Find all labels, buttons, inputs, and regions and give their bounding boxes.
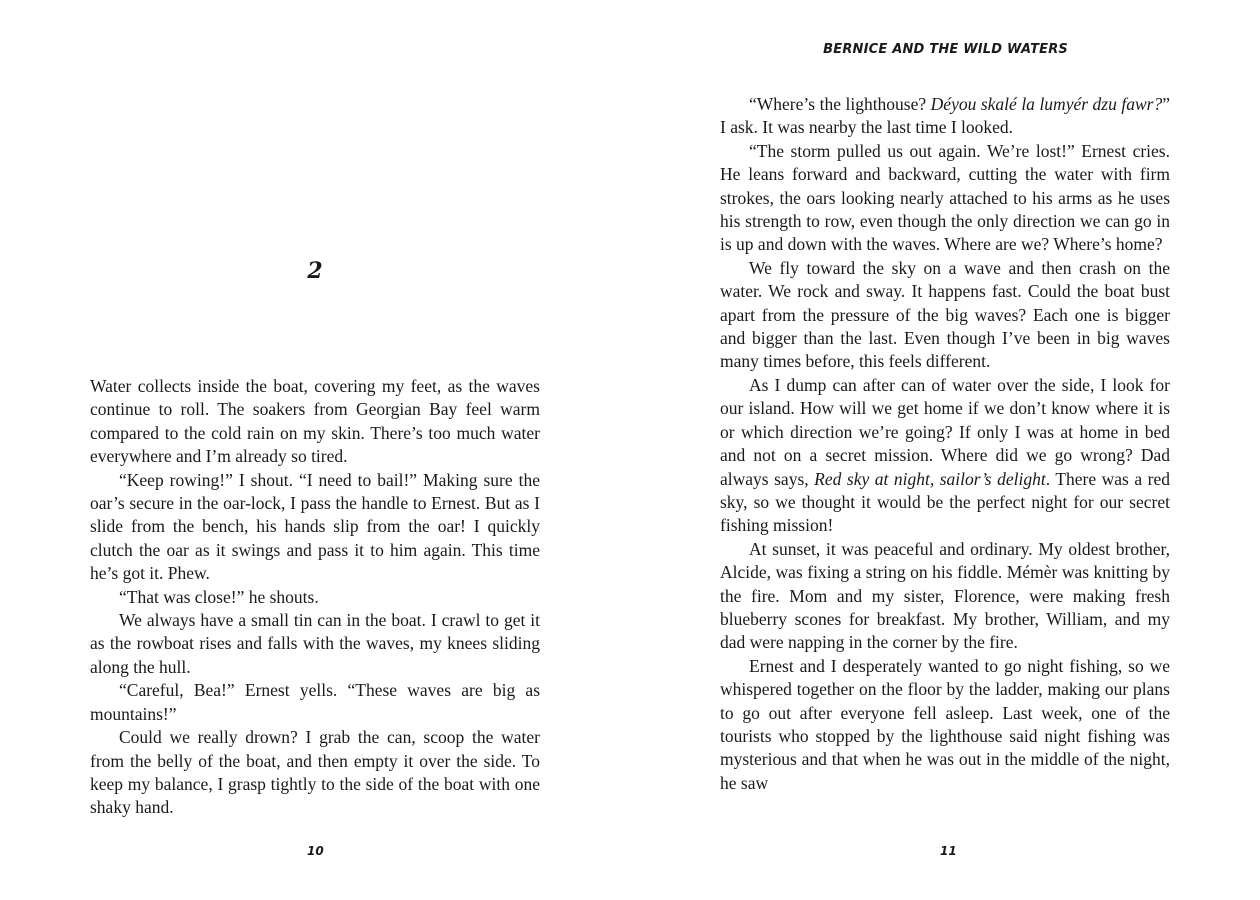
paragraph: We fly toward the sky on a wave and then crash on the water. We rock and sway. It happens fast. Could the boat bust apart from the pressure of the big waves? Each one is bigger and bigger than the last. Even though I’ve been in big waves many times before, this feels different. bbox=[720, 257, 1170, 372]
paragraph: “That was close!” he shouts. bbox=[119, 586, 319, 607]
page-number: 10 bbox=[307, 844, 324, 858]
paragraph: Water collects inside the boat, covering my feet, as the waves continue to roll. The soakers from Georgian Bay feel warm compared to the cold rain on my skin. There’s too much water everywhere and I’m already so tired. bbox=[90, 376, 540, 467]
paragraph bbox=[720, 93, 1170, 140]
right-body-text bbox=[720, 93, 1170, 795]
text-run: “Where’s the lighthouse? bbox=[749, 94, 931, 114]
text-run: . There was a red sky, so we thought it would be the perfect night for our secret fishing mission! bbox=[720, 468, 1171, 536]
right-page bbox=[630, 0, 1260, 900]
italic-text: Déyou skalé la lumyér dzu fawr? bbox=[930, 94, 1163, 114]
paragraph bbox=[720, 374, 1170, 538]
paragraph: Could we really drown? I grab the can, scoop the water from the belly of the boat, and then empty it over the side. To keep my balance, I grasp tightly to the side of the boat with one shaky hand. bbox=[90, 727, 540, 818]
paragraph: “Careful, Bea!” Ernest yells. “These waves are big as mountains!” bbox=[90, 680, 540, 724]
italic-text: Red sky at night, sailor’s delight bbox=[814, 468, 1046, 489]
text-run: ” I ask. It was nearby the last time I looked. bbox=[720, 94, 1170, 138]
paragraph: We always have a small tin can in the boat. I crawl to get it as the rowboat rises and falls with the waves, my knees sliding along the hull. bbox=[90, 610, 540, 677]
paragraph: At sunset, it was peaceful and ordinary. My oldest brother, Alcide, was fixing a string on his fiddle. Mémèr was knitting by the fire. Mom and my sister, Florence, were making fresh blueberry scones for breakfast. My brother, William, and my dad were napping in the corner by the fire. bbox=[720, 538, 1170, 653]
paragraph: “Keep rowing!” I shout. “I need to bail!” Making sure the oar’s secure in the oar-lock, I pass the handle to Ernest. But as I slide from the bench, his hands slip from the oar! I quickly clutch the oar as it swings and pass it to him again. This time he’s got it. Phew. bbox=[90, 469, 540, 584]
text-run: As I dump can after can of water over the side, I look for our island. How will we get home if we don’t know where it is or which direction we’re going? If only I was at home in bed and not on a secret mission. Where did we go wrong? Dad always says, bbox=[720, 374, 1170, 489]
paragraph: “The storm pulled us out again. We’re lost!” Ernest cries. He leans forward and backward, cutting the water with firm strokes, the oars looking nearly attached to his arms as he uses his strength to row, even though the only direction we can go in is up and down with the waves. Where are we? Where’s home? bbox=[720, 140, 1170, 255]
page-number: 11 bbox=[940, 844, 957, 858]
running-head: BERNICE AND THE WILD WATERS bbox=[823, 42, 1068, 57]
chapter-number: 2 bbox=[307, 258, 323, 284]
left-body-text bbox=[90, 375, 540, 820]
paragraph: Ernest and I desperately wanted to go night fishing, so we whispered together on the floor by the ladder, making our plans to go out after everyone fell asleep. Last week, one of the tourists who stopped by the lighthouse said night fishing was mysterious and that when he was out in the middle of the night, he saw bbox=[720, 655, 1170, 793]
